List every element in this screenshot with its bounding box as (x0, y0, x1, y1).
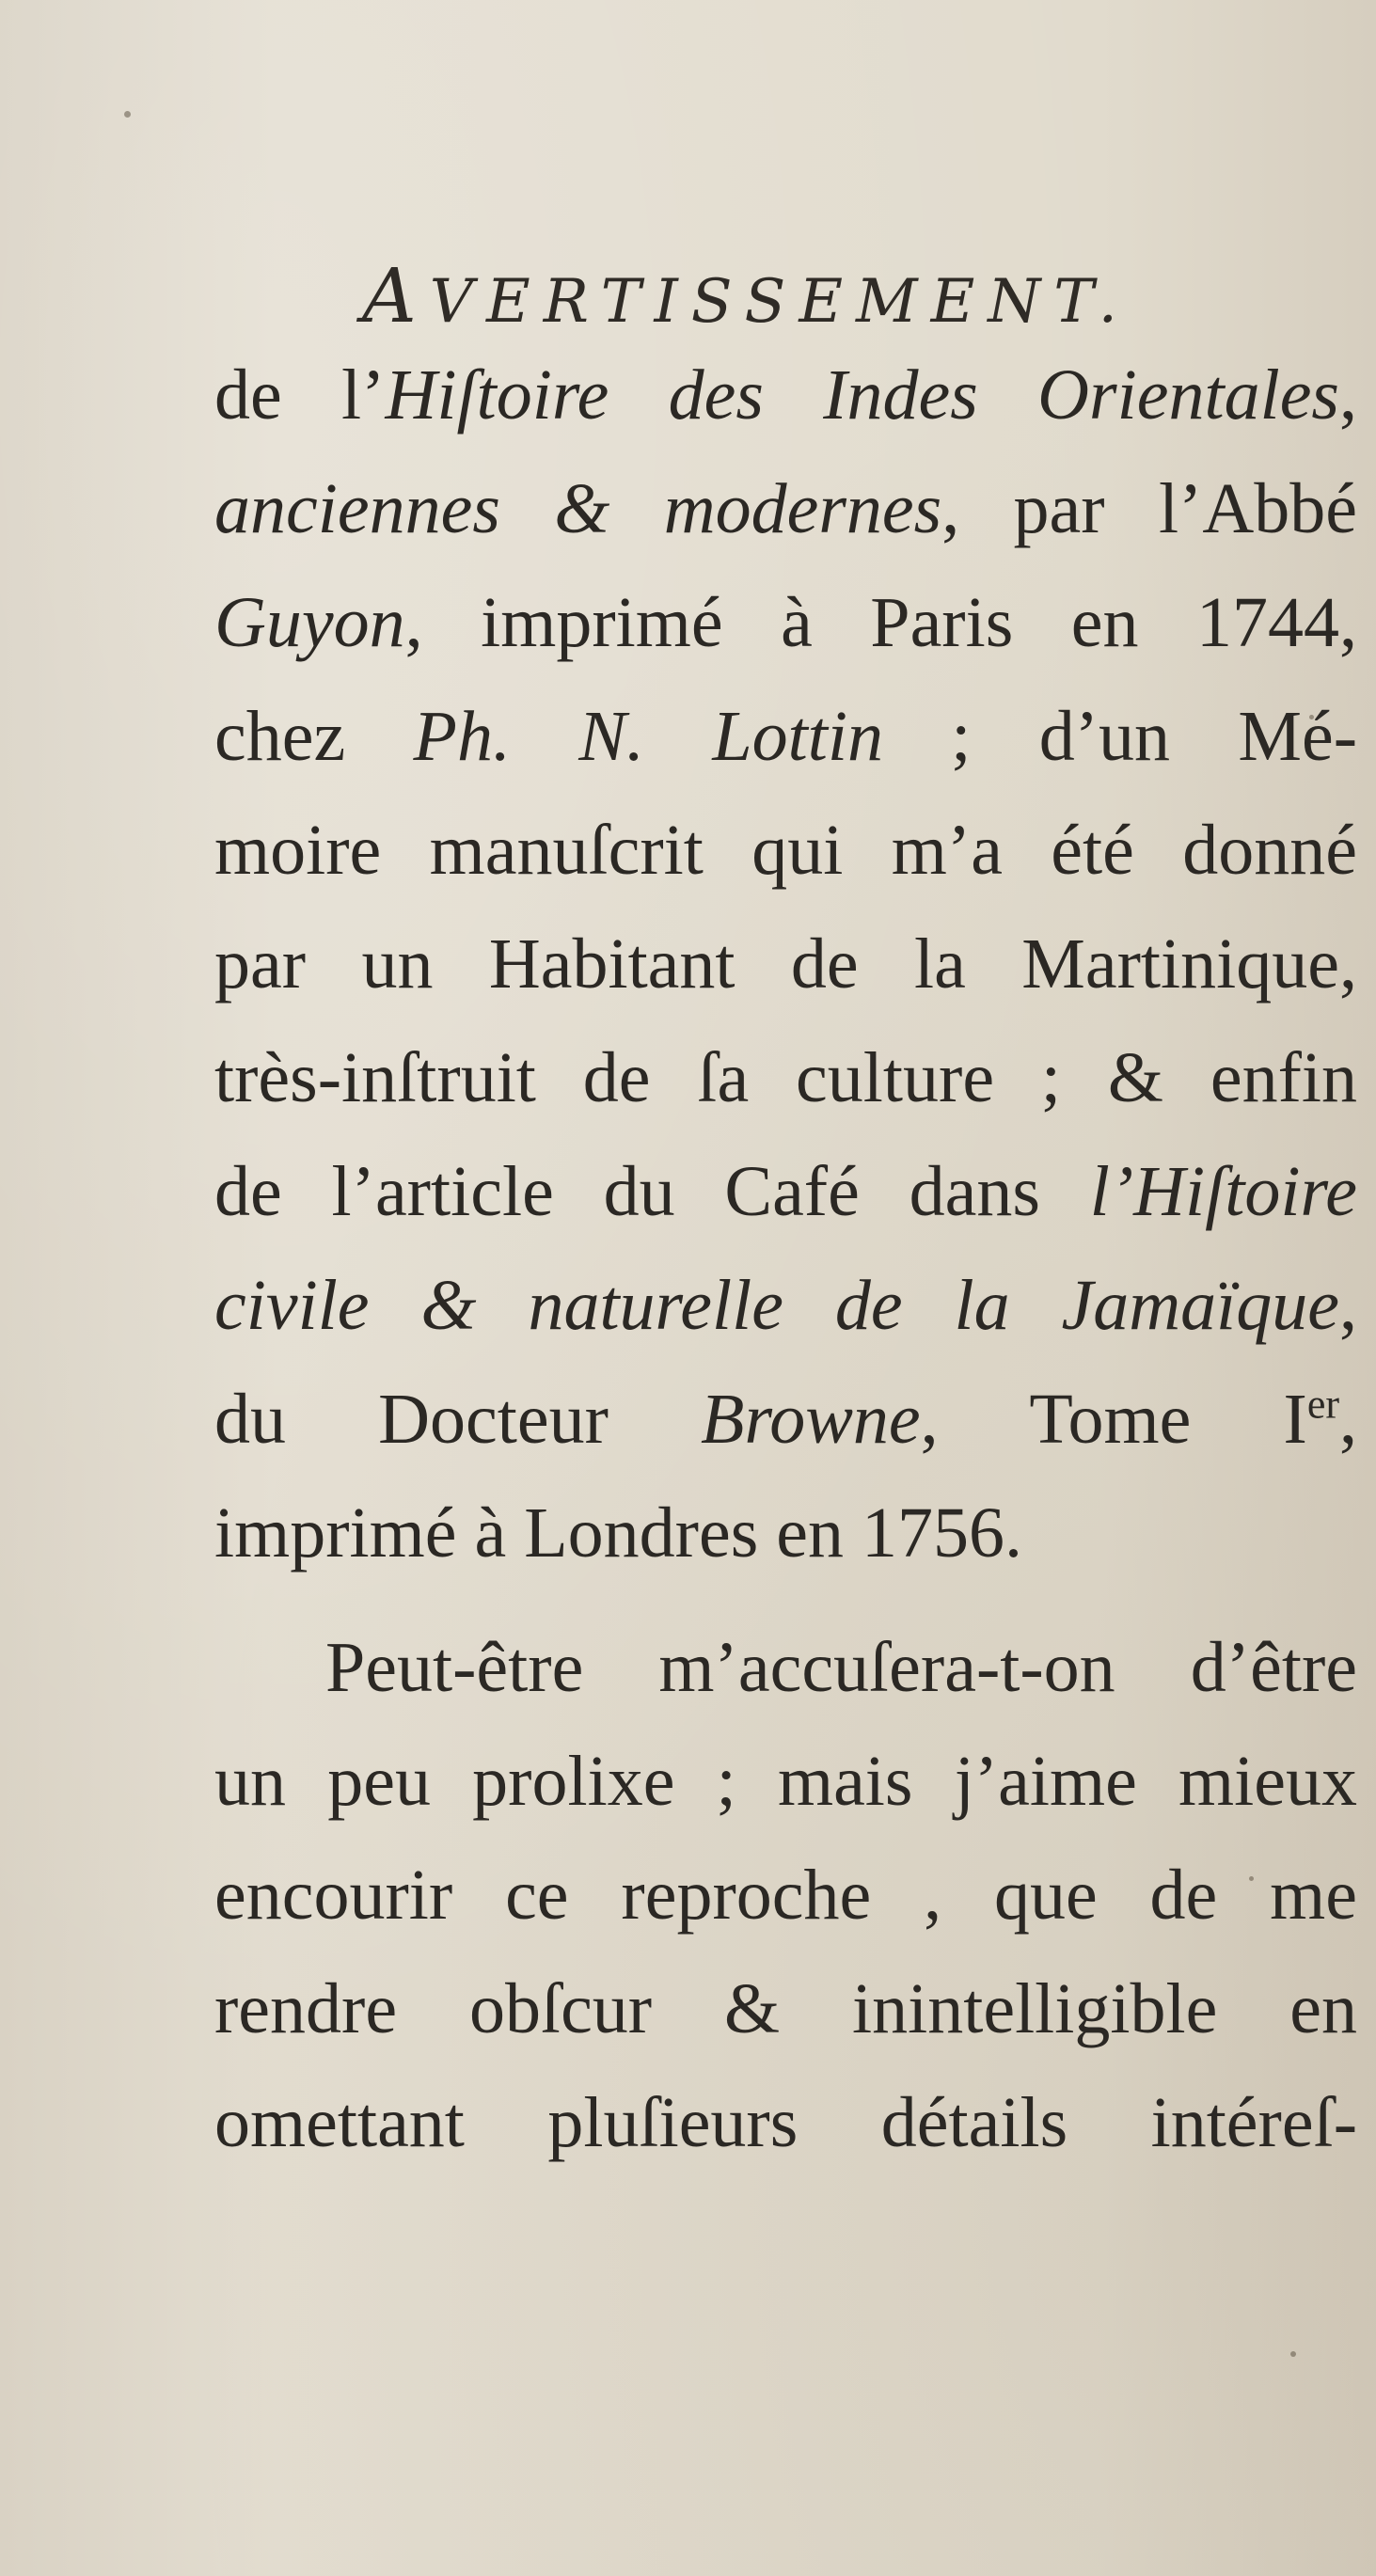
text-line (214, 1249, 1357, 1362)
text-line (214, 1725, 1357, 1838)
italic-text: Guyon (214, 583, 405, 662)
italic-text: civile & naturelle de la Jamaïque (214, 1266, 1339, 1345)
text-line (214, 908, 1357, 1020)
text-line (214, 1839, 1357, 1952)
italic-text: Hiſtoire des Indes Orientales (385, 356, 1340, 435)
text-segment: ; d’un Mé- (882, 697, 1358, 776)
running-head (0, 252, 1376, 340)
text-segment: de l’article du Café dans (214, 1152, 1090, 1231)
text-segment: encourir ce reproche , que de me (214, 1856, 1357, 1935)
text-segment: un peu prolixe ; mais j’aime mieux (214, 1742, 1357, 1821)
text-line (214, 1021, 1357, 1134)
italic-text: anciennes & modernes (214, 469, 942, 548)
text-line (214, 1135, 1357, 1248)
text-segment: omettant pluſieurs détails intéreſ- (214, 2083, 1357, 2162)
italic-text: Browne (701, 1380, 921, 1459)
text-line (214, 339, 1357, 451)
text-segment: Peut-être m’accuſera-t-on d’être (325, 1628, 1357, 1707)
text-segment: , imprimé à Paris en 1744, (404, 583, 1357, 662)
text-segment: , (1339, 356, 1358, 435)
text-line (214, 452, 1357, 565)
text-line (214, 2066, 1357, 2179)
text-segment: , (1339, 1266, 1357, 1345)
italic-text: Ph. N. Lottin (413, 697, 883, 776)
text-segment: er (1306, 1381, 1339, 1428)
paper-speck (1290, 2351, 1296, 2357)
running-head-rest: VERTISSEMENT. (429, 267, 1131, 337)
text-segment: de l’ (214, 356, 386, 435)
text-line (214, 566, 1357, 679)
running-head-initial: A (362, 252, 430, 340)
text-segment: très-inſtruit de ſa culture ; & enfin (214, 1038, 1357, 1117)
italic-text: l’Hiſtoire (1089, 1152, 1357, 1231)
text-segment: chez (214, 697, 414, 776)
text-segment: par un Habitant de la Martinique, (214, 925, 1357, 1004)
text-segment: imprimé à Londres en 1756. (214, 1493, 1023, 1572)
text-segment: , Tome I (920, 1380, 1307, 1459)
text-line (214, 1952, 1357, 2065)
text-line (214, 1477, 1357, 1589)
text-segment: moire manuſcrit qui m’a été donné (214, 811, 1357, 890)
text-line (214, 1363, 1357, 1476)
text-line (214, 1611, 1357, 1724)
text-segment: , par l’Abbé (941, 469, 1357, 548)
text-line (214, 794, 1357, 907)
paper-speck (124, 111, 131, 118)
text-segment: du Docteur (214, 1380, 702, 1459)
text-segment: rendre obſcur & inintelligible en (214, 1969, 1357, 2048)
text-segment: , (1339, 1380, 1357, 1459)
text-line (214, 680, 1357, 793)
